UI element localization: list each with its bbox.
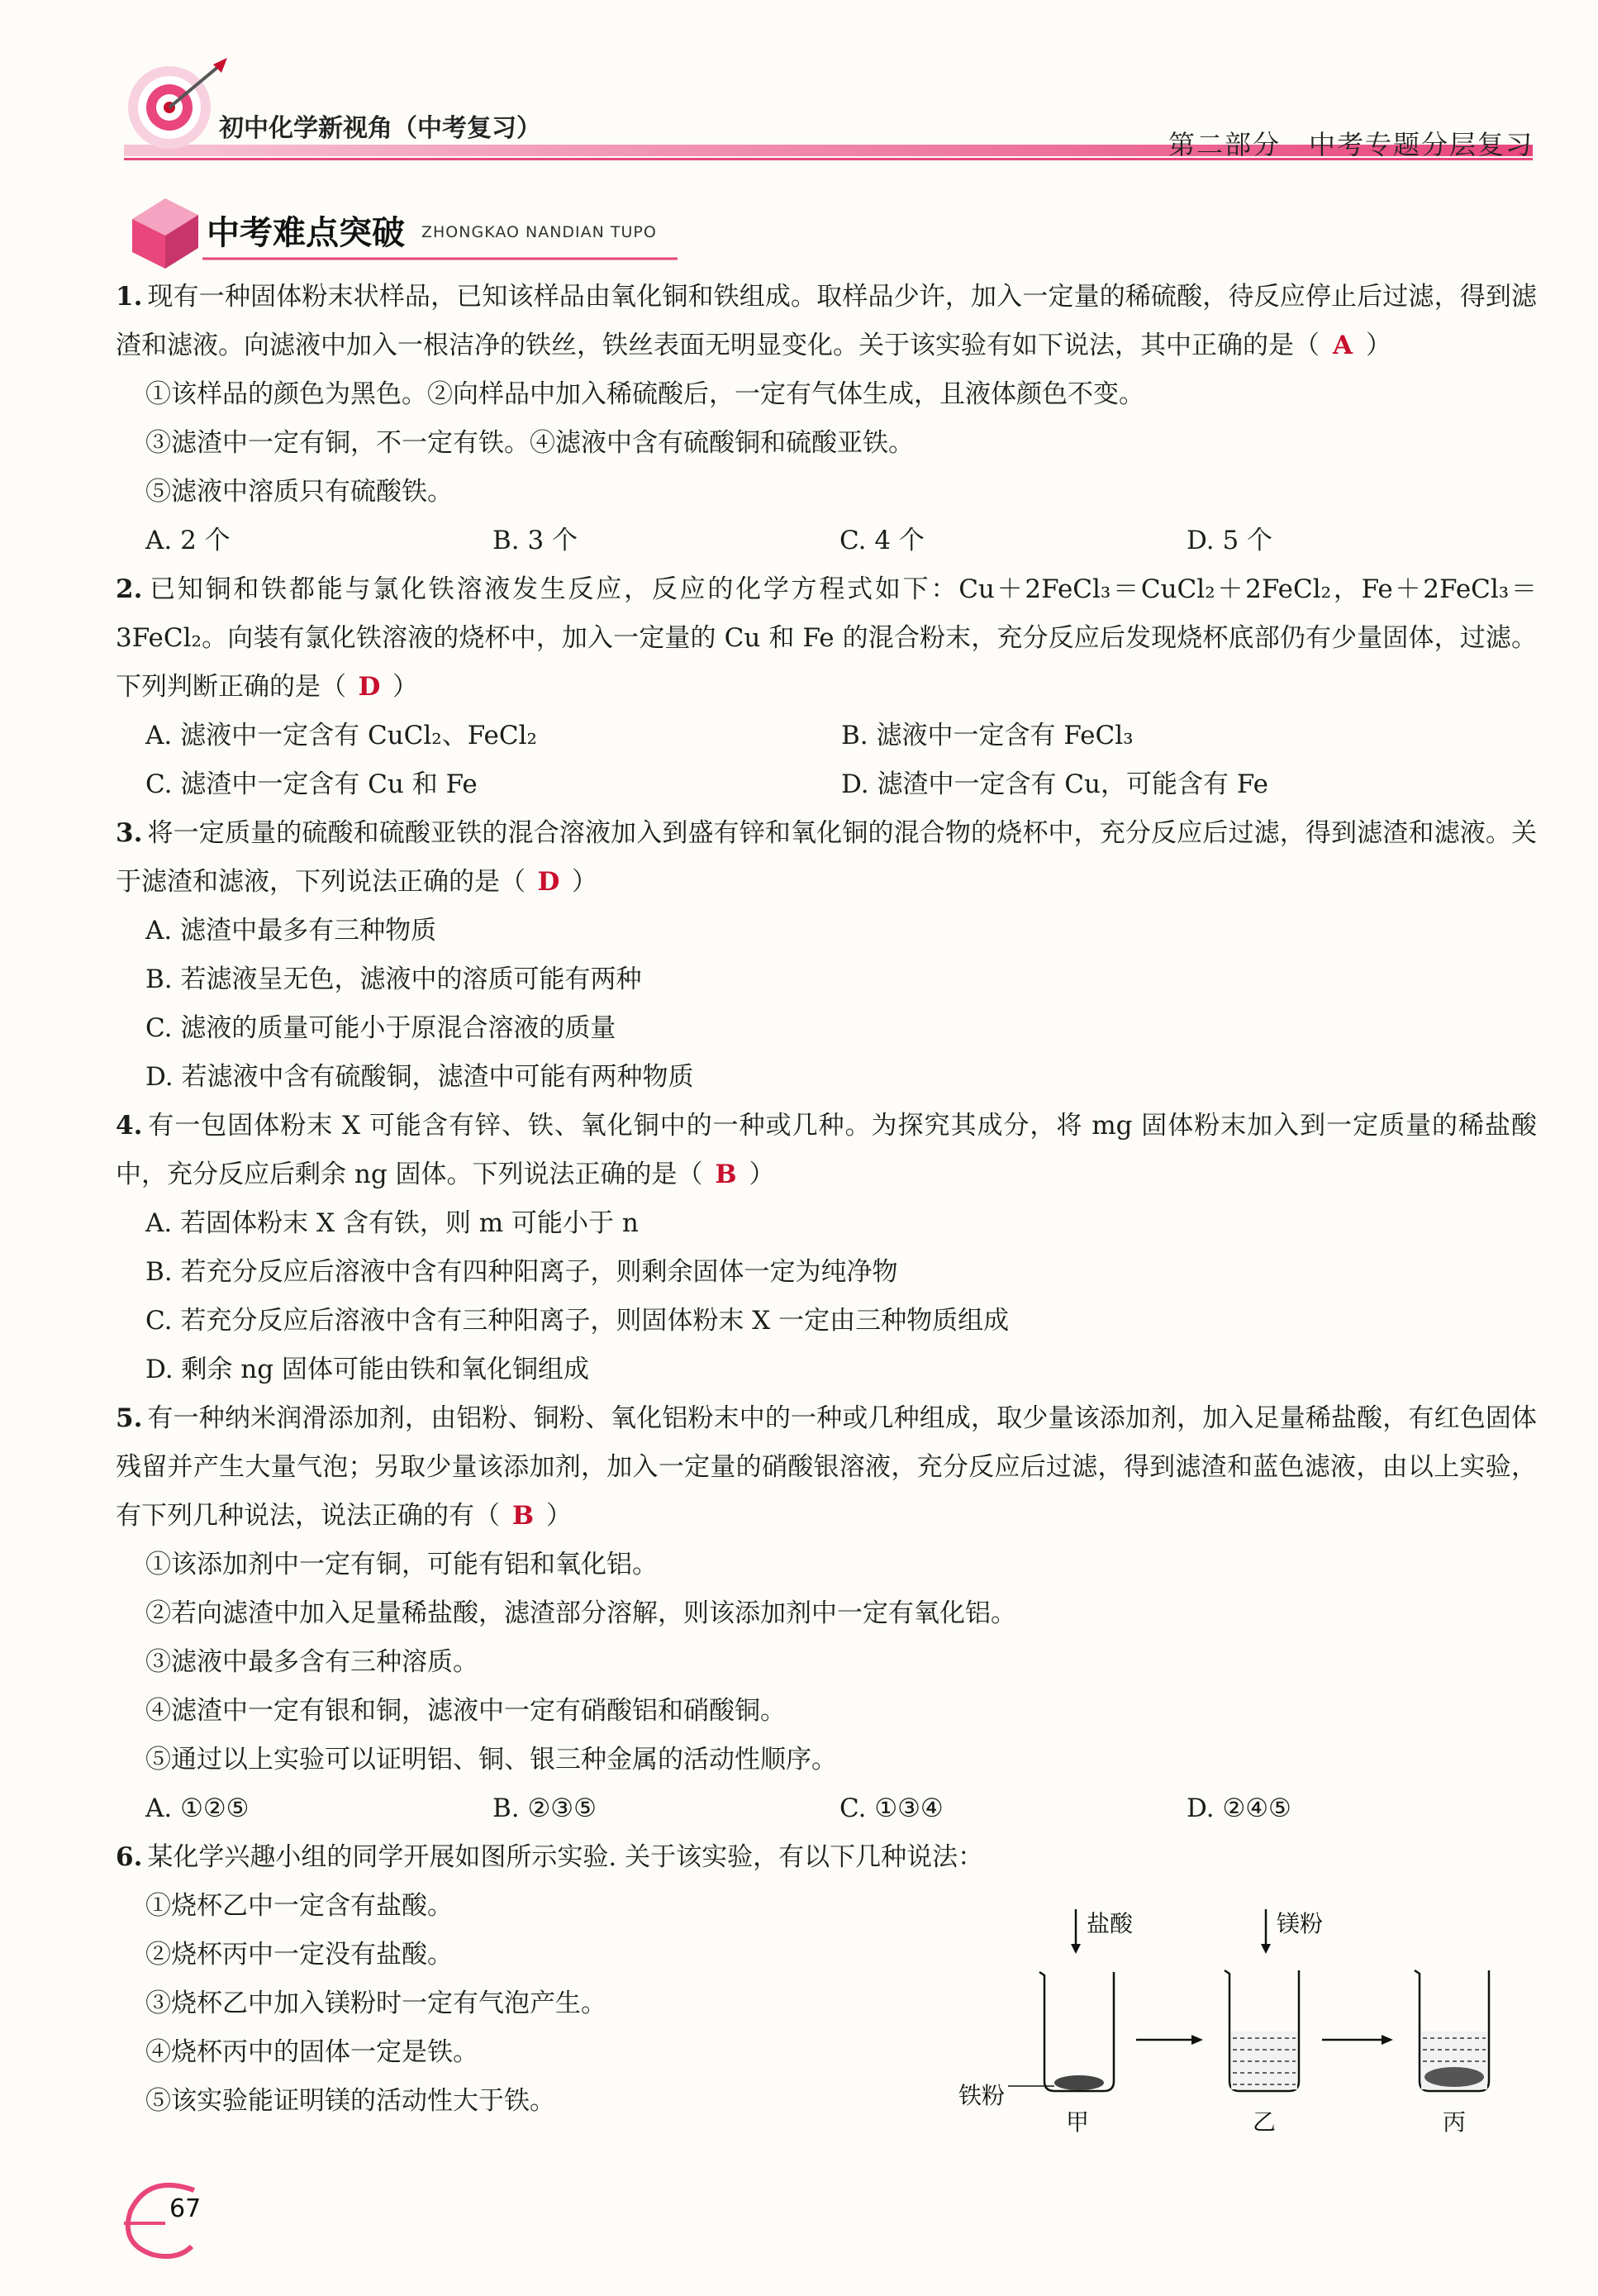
option-b: B. 滤液中一定含有 FeCl₃ [841, 721, 1134, 750]
option-d: D. 若滤液中含有硫酸铜，滤渣中可能有两种物质 [145, 1062, 694, 1092]
statement: ③滤液中最多含有三种溶质。 [145, 1647, 478, 1677]
question-list [116, 273, 1537, 2136]
experiment-figure [958, 1899, 1537, 2172]
question-number: 2. [116, 574, 143, 604]
question-4 [116, 1102, 1537, 1394]
option-c: C. ①③④ [839, 1793, 944, 1823]
stem-text: 将一定质量的硫酸和硫酸亚铁的混合溶液加入到盛有锌和氧化铜的混合物的烧杯中，充分反应后过滤，得到滤渣和滤液。关于滤渣和滤液，下列说法正确的是（ [116, 818, 1537, 897]
question-number: 6. [116, 1842, 143, 1872]
stem-close: ） [392, 672, 418, 702]
label-iron-powder: 铁粉 [958, 2082, 1006, 2109]
option-c: C. 滤渣中一定含有 Cu 和 Fe [145, 769, 478, 799]
statement: ⑤通过以上实验可以证明铝、铜、银三种金属的活动性顺序。 [145, 1745, 837, 1774]
label-beaker-bing: 丙 [1443, 2108, 1467, 2136]
statement: ①该样品的颜色为黑色。②向样品中加入稀硫酸后，一定有气体生成，且液体颜色不变。 [145, 379, 1144, 409]
options-row [116, 1784, 1537, 1833]
option-d: D. 5 个 [1187, 526, 1273, 555]
statement: ④滤渣中一定有银和铜，滤液中一定有硝酸铝和硝酸铜。 [145, 1696, 786, 1726]
book-title: 初中化学新视角（中考复习） [219, 114, 541, 143]
options-row [116, 517, 1537, 565]
label-beaker-jia: 甲 [1066, 2108, 1090, 2136]
stem-text: 某化学兴趣小组的同学开展如图所示实验. 关于该实验，有以下几种说法： [147, 1842, 984, 1872]
option-a: A. 滤液中一定含有 CuCl₂、FeCl₂ [145, 721, 537, 750]
section-title: 中考难点突破 [207, 214, 405, 252]
question-number: 1. [116, 282, 143, 312]
option-a: A. ①②⑤ [145, 1793, 250, 1823]
label-hydrochloric-acid: 盐酸 [1087, 1910, 1134, 1937]
question-number: 5. [116, 1403, 143, 1433]
option-a: A. 2 个 [145, 526, 231, 555]
answer-mark: B [715, 1160, 737, 1189]
stem-text: 有一包固体粉末 X 可能含有锌、铁、氧化铜中的一种或几种。为探究其成分，将 mg 固体粉末加入到一定质量的稀盐酸中，充分反应后剩余 ng 固体。下列说法正确的是（ [116, 1111, 1537, 1189]
answer-mark: A [1332, 331, 1353, 360]
page-header [0, 0, 1598, 190]
question-stem [116, 1102, 1537, 1199]
option-b: B. 3 个 [492, 526, 578, 555]
statement: ⑤该实验能证明镁的活动性大于铁。 [145, 2086, 555, 2116]
statement: ①烧杯乙中一定含有盐酸。 [145, 1891, 453, 1921]
option-c: C. 4 个 [839, 526, 925, 555]
stem-close: ） [749, 1160, 775, 1189]
answer-mark: D [537, 867, 560, 897]
target-logo-icon [128, 58, 227, 149]
beaker-yi-icon [1225, 1970, 1299, 2091]
question-3 [116, 809, 1537, 1102]
statement: ③滤渣中一定有铜，不一定有铁。④滤液中含有硫酸铜和硫酸亚铁。 [145, 428, 914, 458]
stem-text: 已知铜和铁都能与氯化铁溶液发生反应，反应的化学方程式如下：Cu＋2FeCl₃＝CuCl₂＋2FeCl₂，Fe＋2FeCl₃＝3FeCl₂。向装有氯化铁溶液的烧杯中，加入一定量的 Cu 和 Fe 的混合粉末，充分反应后发现烧杯底部仍有少量固体，过滤。下列判断正确的是（ [116, 574, 1537, 702]
statement: ③烧杯乙中加入镁粉时一定有气泡产生。 [145, 1989, 606, 2018]
answer-mark: D [358, 672, 381, 702]
stem-close: ） [1366, 331, 1391, 360]
options-grid [116, 712, 1537, 809]
part-title: 第二部分 中考专题分层复习 [1168, 129, 1534, 160]
statement: ④烧杯丙中的固体一定是铁。 [145, 2037, 478, 2067]
question-number: 4. [116, 1111, 143, 1141]
question-stem [116, 565, 1537, 712]
option-d: D. 滤渣中一定含有 Cu，可能含有 Fe [841, 769, 1269, 799]
label-beaker-yi: 乙 [1253, 2108, 1277, 2136]
option-b: B. ②③⑤ [492, 1793, 597, 1823]
question-stem [116, 809, 1537, 907]
section-subtitle: ZHONGKAO NANDIAN TUPO [421, 223, 657, 241]
option-a: A. 若固体粉末 X 含有铁，则 m 可能小于 n [145, 1208, 639, 1238]
option-b: B. 若滤液呈无色，滤液中的溶质可能有两种 [145, 965, 642, 994]
statement: ②烧杯丙中一定没有盐酸。 [145, 1940, 453, 1970]
answer-mark: B [511, 1501, 535, 1531]
question-6 [116, 1833, 1537, 2136]
beaker-bing-icon [1415, 1970, 1489, 2091]
option-a: A. 滤渣中最多有三种物质 [145, 916, 437, 946]
stem-text: 现有一种固体粉末状样品，已知该样品由氧化铜和铁组成。取样品少许，加入一定量的稀硫酸，待反应停止后过滤，得到滤渣和滤液。向滤液中加入一根洁净的铁丝，铁丝表面无明显变化。关于该实验有如下说法，其中正确的是（ [116, 282, 1537, 360]
option-b: B. 若充分反应后溶液中含有四种阳离子，则剩余固体一定为纯净物 [145, 1257, 898, 1287]
statement: ②若向滤渣中加入足量稀盐酸，滤渣部分溶解，则该添加剂中一定有氧化铝。 [145, 1598, 1016, 1628]
beaker-jia-icon [1039, 1972, 1114, 2091]
stem-close: ） [572, 867, 597, 897]
statement: ⑤滤液中溶质只有硫酸铁。 [145, 477, 453, 507]
page-number: 67 [169, 2194, 202, 2223]
question-5 [116, 1394, 1537, 1833]
question-stem [116, 273, 1537, 370]
question-number: 3. [116, 818, 143, 848]
option-d: D. ②④⑤ [1187, 1793, 1291, 1823]
option-c: C. 若充分反应后溶液中含有三种阳离子，则固体粉末 X 一定由三种物质组成 [145, 1306, 1010, 1336]
option-d: D. 剩余 ng 固体可能由铁和氧化铜组成 [145, 1355, 589, 1384]
label-magnesium-powder: 镁粉 [1277, 1910, 1324, 1937]
question-stem [116, 1833, 1537, 1882]
question-2 [116, 565, 1537, 809]
stem-close: ） [546, 1501, 572, 1531]
question-1 [116, 273, 1537, 565]
statement: ①该添加剂中一定有铜，可能有铝和氧化铝。 [145, 1550, 658, 1579]
option-c: C. 滤液的质量可能小于原混合溶液的质量 [145, 1013, 616, 1043]
stem-text: 有一种纳米润滑添加剂，由铝粉、铜粉、氧化铝粉末中的一种或几种组成，取少量该添加剂，加入足量稀盐酸，有红色固体残留并产生大量气泡；另取少量该添加剂，加入一定量的硝酸银溶液，充分反应后过滤，得到滤渣和蓝色滤液，由以上实验，有下列几种说法，说法正确的有（ [116, 1403, 1537, 1531]
question-stem [116, 1394, 1537, 1541]
